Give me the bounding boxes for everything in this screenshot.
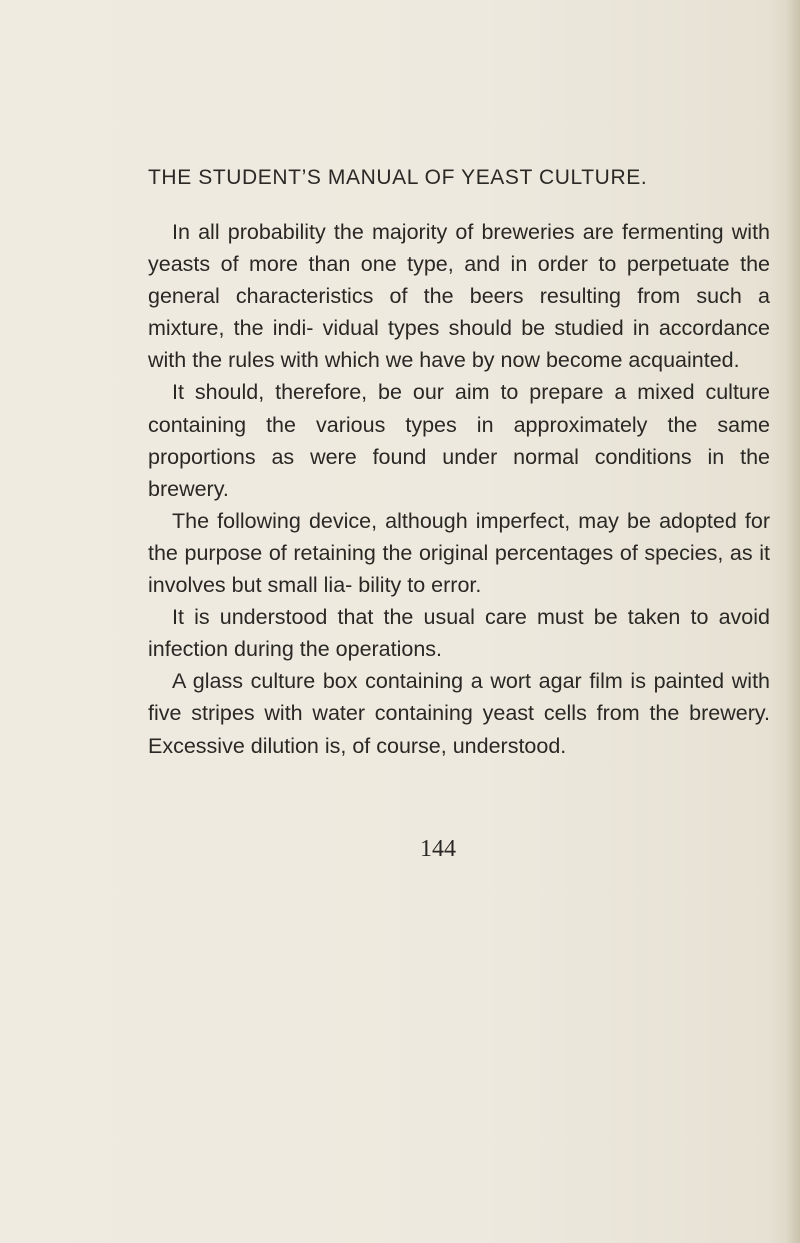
paragraph: The following device, although imperfect, may be adopted for the purpose of retaining the original percentages of species, as it involves but small lia- bility to error.	[148, 508, 770, 598]
paragraph: It should, therefore, be our aim to prepare a mixed culture containing the various types in approximately the same proportions as were found under normal conditions in the brewery.	[148, 380, 770, 501]
body-text	[148, 216, 770, 762]
running-head: THE STUDENT’S MANUAL OF YEAST CULTURE.	[148, 166, 648, 189]
page-number: 144	[420, 836, 456, 862]
paragraph: A glass culture box containing a wort agar film is painted with five stripes with water containing yeast cells from the brewery. Excessive dilution is, of course, understood.	[148, 669, 770, 758]
paragraph: It is understood that the usual care must be taken to avoid infection during the operations.	[148, 605, 770, 662]
page-edge-shadow	[786, 0, 800, 1243]
paragraph: In all probability the majority of breweries are fermenting with yeasts of more than one type, and in order to perpetuate the general characteristics of the beers resulting from such a mixture, the indi- vidual types should be studied in accordance with the rules with which we have by now become acquainted.	[148, 220, 770, 373]
